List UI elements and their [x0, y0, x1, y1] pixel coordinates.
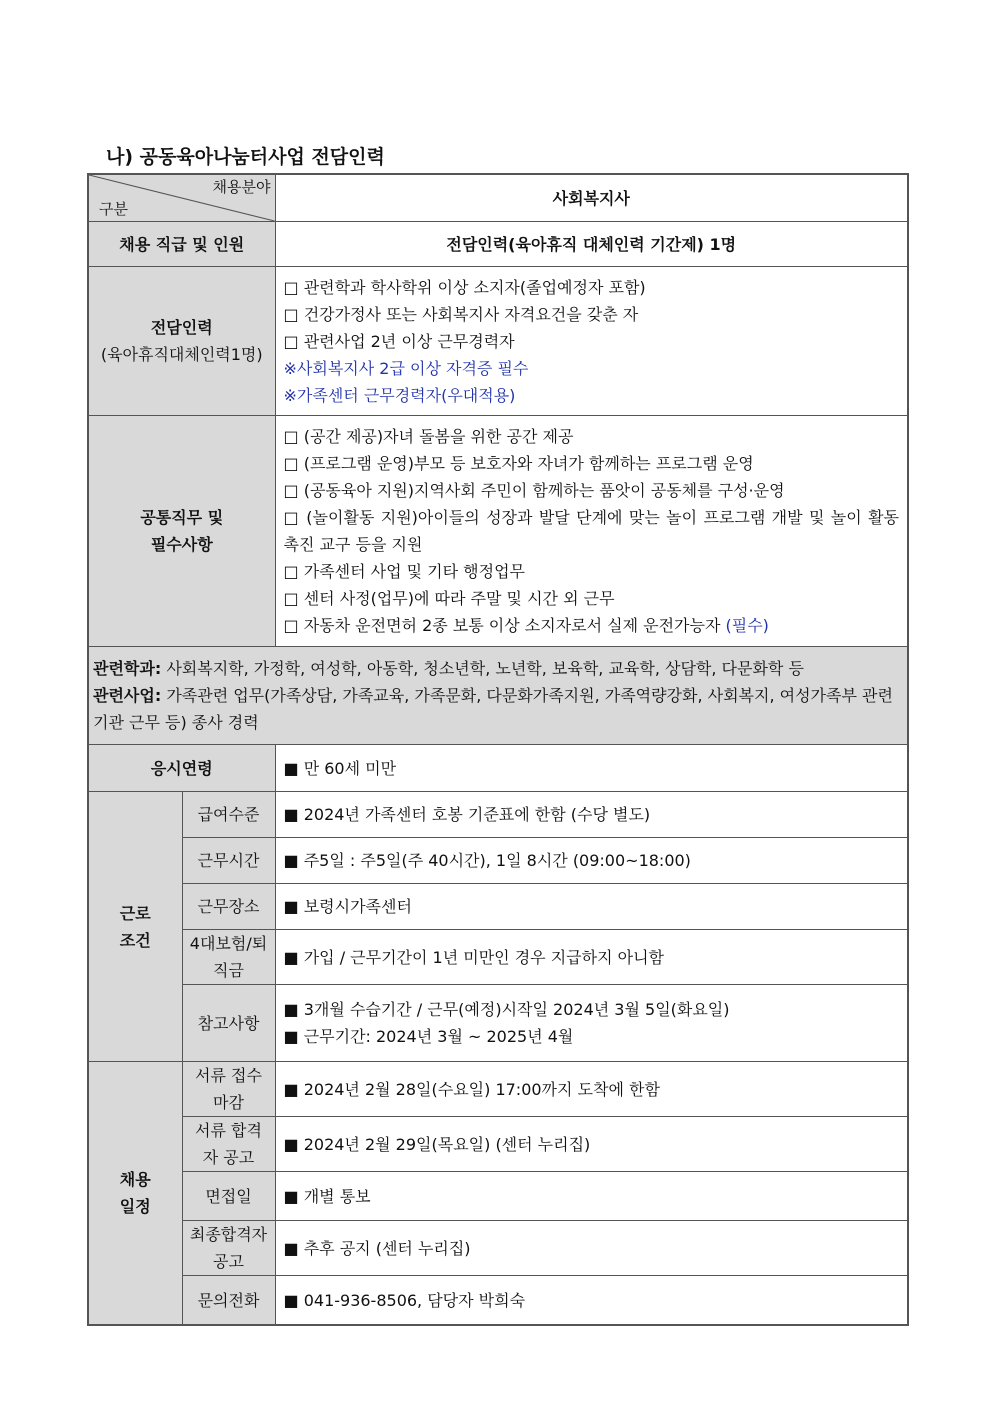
condition-row	[88, 884, 908, 930]
duty-item: □ 센터 사정(업무)에 따라 주말 및 시간 외 근무	[283, 589, 615, 608]
schedule-row	[88, 1062, 908, 1117]
schedule-row	[88, 1221, 908, 1276]
section-title: 나) 공동육아나눔터사업 전담인력	[106, 146, 385, 168]
related-dept: 관련학과: 사회복지학, 가정학, 여성학, 아동학, 청소년학, 노년학, 보육학, 교육학, 상담학, 다문화학 등	[93, 659, 804, 678]
schedule-value: ■ 개별 통보	[275, 1172, 908, 1221]
related-biz: 관련사업: 가족관련 업무(가족상담, 가족교육, 가족문화, 다문화가족지원, 가족역량강화, 사회복지, 여성가족부 관련 기관 근무 등) 종사 경력	[93, 686, 893, 732]
duties-row	[88, 416, 908, 647]
position-value: 전담인력(육아휴직 대체인력 기간제) 1명	[275, 222, 908, 267]
condition-label: 근무장소	[182, 884, 275, 930]
schedule-value: ■ 추후 공지 (센터 누리집)	[275, 1221, 908, 1276]
age-row	[88, 745, 908, 792]
duty-item: □ (프로그램 운영)부모 등 보호자와 자녀가 함께하는 프로그램 운영	[283, 454, 754, 473]
corner-cell	[88, 174, 275, 222]
schedule-value: ■ 2024년 2월 28일(수요일) 17:00까지 도착에 한함	[275, 1062, 908, 1117]
condition-row	[88, 930, 908, 985]
qualification-note: ※가족센터 근무경력자(우대적용)	[283, 385, 516, 405]
condition-value: ■ 가입 / 근무기간이 1년 미만인 경우 지급하지 아니함	[275, 930, 908, 985]
schedule-row	[88, 1276, 908, 1326]
related-info	[88, 647, 908, 745]
condition-value: ■ 3개월 수습기간 / 근무(예정)시작일 2024년 3월 5일(화요일) ■ 근무기간: 2024년 3월 ~ 2025년 4월	[275, 985, 908, 1062]
qualification-note: ※사회복지사 2급 이상 자격증 필수	[283, 358, 529, 378]
schedule-value: ■ 041-936-8506, 담당자 박희숙	[275, 1276, 908, 1326]
duty-item: □ 가족센터 사업 및 기타 행정업무	[283, 562, 525, 581]
corner-top-label: 채용분야	[212, 178, 271, 196]
qualification-item: □ 관련학과 학사학위 이상 소지자(졸업예정자 포함)	[283, 277, 646, 297]
condition-value: ■ 보령시가족센터	[275, 884, 908, 930]
position-label: 채용 직급 및 인원	[88, 222, 275, 267]
condition-row	[88, 838, 908, 884]
qualification-item: □ 관련사업 2년 이상 근무경력자	[283, 331, 515, 351]
header-row	[88, 174, 908, 222]
condition-label: 근무시간	[182, 838, 275, 884]
schedule-row	[88, 1117, 908, 1172]
schedule-label: 문의전화	[182, 1276, 275, 1326]
age-label: 응시연령	[88, 745, 275, 792]
condition-value: ■ 2024년 가족센터 호봉 기준표에 한함 (수당 별도)	[275, 792, 908, 838]
schedule-label: 최종합격자 공고	[182, 1221, 275, 1276]
duty-item: □ 자동차 운전면허 2종 보통 이상 소지자로서 실제 운전가능자 (필수)	[283, 616, 769, 635]
qualification-item: □ 건강가정사 또는 사회복지사 자격요건을 갖춘 자	[283, 304, 639, 324]
position-row	[88, 222, 908, 267]
schedule-label: 서류 합격자 공고	[182, 1117, 275, 1172]
condition-row	[88, 792, 908, 838]
recruitment-table	[87, 173, 909, 1326]
duty-item: □ (공간 제공)자녀 돌봄을 위한 공간 제공	[283, 427, 574, 446]
schedule-label: 서류 접수 마감	[182, 1062, 275, 1117]
schedule-value: ■ 2024년 2월 29일(목요일) (센터 누리집)	[275, 1117, 908, 1172]
conditions-group-label: 근로 조건	[88, 792, 182, 1062]
duty-item: □ (놀이활동 지원)아이들의 성장과 발달 단계에 맞는 놀이 프로그램 개발 및 놀이 활동 촉진 교구 등을 지원	[283, 508, 899, 554]
schedule-group-label: 채용 일정	[88, 1062, 182, 1326]
schedule-row	[88, 1172, 908, 1221]
field-value: 사회복지사	[275, 174, 908, 222]
related-row	[88, 647, 908, 745]
duties-content	[275, 416, 908, 647]
qualification-label: 전담인력 (육아휴직대체인력1명)	[88, 267, 275, 416]
condition-row	[88, 985, 908, 1062]
duty-item: □ (공동육아 지원)지역사회 주민이 함께하는 품앗이 공동체를 구성·운영	[283, 481, 785, 500]
condition-label: 4대보험/퇴직금	[182, 930, 275, 985]
duties-label: 공통직무 및 필수사항	[88, 416, 275, 647]
age-value: ■ 만 60세 미만	[275, 745, 908, 792]
qualification-row	[88, 267, 908, 416]
qualification-content	[275, 267, 908, 416]
schedule-label: 면접일	[182, 1172, 275, 1221]
condition-value: ■ 주5일 : 주5일(주 40시간), 1일 8시간 (09:00~18:00)	[275, 838, 908, 884]
condition-label: 급여수준	[182, 792, 275, 838]
corner-bottom-label: 구분	[99, 200, 128, 218]
condition-label: 참고사항	[182, 985, 275, 1062]
